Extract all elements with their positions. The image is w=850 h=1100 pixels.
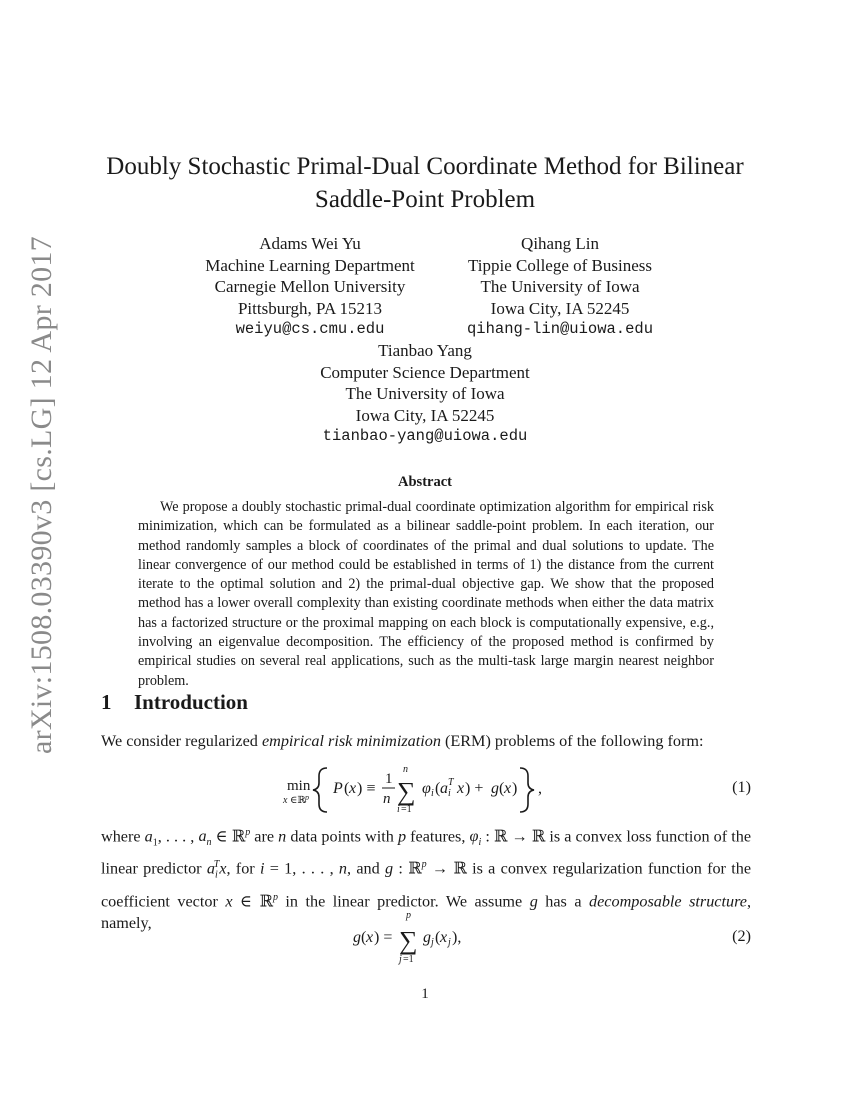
equation-1-number: (1) [732,778,751,796]
svg-text:j: j [399,954,402,965]
svg-text:,: , [538,780,542,797]
svg-text:∑: ∑ [399,926,418,955]
equation-1 [101,760,751,820]
text: has a [537,892,590,911]
author-department: Computer Science Department [320,362,530,382]
svg-text:∑: ∑ [397,777,416,806]
svg-text:(: ( [499,780,505,797]
author-institution: The University of Iowa [345,384,505,403]
svg-text:=1: =1 [401,804,412,815]
author-institution: Carnegie Mellon University [214,277,406,296]
svg-text:): ) [512,780,518,797]
svg-text:min: min [287,778,311,794]
svg-text:1: 1 [385,771,393,787]
author-city: Iowa City, IA 52245 [355,405,495,425]
svg-text:x: x [440,929,448,946]
author-block-2 [430,233,690,341]
author-email: weiyu@cs.cmu.edu [235,320,385,338]
arxiv-identifier-stamp: arXiv:1508.03390v3 [cs.LG] 12 Apr 2017 [25,236,58,755]
page-number: 1 [421,986,429,1002]
equation-1-math [101,760,751,820]
text: where [101,827,145,846]
text: data points with [286,827,398,846]
svg-text:∈ℝ: ∈ℝ [290,795,306,806]
svg-text:) =: ) = [374,929,393,946]
svg-text:j: j [431,937,434,948]
svg-text:g: g [353,929,361,946]
svg-text:i: i [397,804,400,815]
equation-2 [101,905,751,967]
svg-text:(: ( [435,929,441,946]
svg-text:) ≡: ) ≡ [357,780,376,797]
author-block-1 [180,233,440,341]
svg-text:x: x [283,795,288,806]
svg-text:x: x [504,780,512,797]
author-email: qihang-lin@uiowa.edu [466,320,654,338]
svg-text:i: i [431,788,434,799]
intro-text: We consider regularized [101,732,262,750]
author-department: Machine Learning Department [205,255,415,275]
text: , for [226,859,260,878]
svg-text:) +: ) + [465,780,484,797]
svg-text:x: x [366,929,374,946]
svg-text:n: n [383,791,391,807]
text: features, [406,827,470,846]
title-line-1: Doubly Stochastic Primal-Dual Coordinate Method for Bilinear [106,153,744,180]
author-city: Pittsburgh, PA 15213 [237,298,383,318]
svg-text:(: ( [344,780,350,797]
section-title: Introduction [134,690,248,714]
title-line-2: Saddle-Point Problem [314,186,536,213]
where-paragraph: where $a_1$, . . . , $a_n$ ∈ ℝ$^p$ are n data points with p features, $\varphi_i$ : ℝ → ℝ is a convex loss function of the linear predictor $a_i^Tx$, for i = 1, . . . , n, and g : ℝ$^p$ → ℝ is a convex regularization function for the coefficient vector x ∈ ℝ$^p$ in the linear predictor. We assume g has a decomposable structure, namely, [101,827,752,932]
intro-emphasis: empirical risk minimization [261,732,441,750]
text: , namely, [101,892,752,932]
svg-text:n: n [403,764,408,775]
author-block-3 [295,340,555,448]
svg-text:(: ( [435,780,441,797]
svg-text:p: p [406,910,411,921]
intro-text: (ERM) problems of the following form: [440,732,704,750]
author-name: Tianbao Yang [378,341,472,360]
text: , and [347,859,385,878]
svg-text:x: x [349,780,357,797]
svg-text:i: i [448,788,451,799]
svg-text:x: x [457,780,465,797]
svg-text:T: T [448,777,454,788]
author-email: tianbao-yang@uiowa.edu [322,427,528,445]
author-institution: The University of Iowa [480,277,640,296]
equation-2-math [101,905,751,967]
svg-text:g: g [423,929,431,946]
abstract-heading: Abstract [398,474,452,490]
author-name: Qihang Lin [521,234,599,253]
svg-text:p: p [305,793,309,802]
svg-text:(: ( [361,929,367,946]
svg-text:P: P [333,780,343,797]
equation-2-number: (2) [732,927,751,945]
author-name: Adams Wei Yu [259,234,361,253]
abstract-body: We propose a doubly stochastic primal-dual coordinate optimization algorithm for empirical risk minimization, which can be formulated as a bilinear saddle-point problem. In each iteration, our method randomly samples a block of coordinates of the primal and dual solutions to update. The linear convergence of our method could be established in terms of 1) the distance from the current iterate to the optimal solution and 2) the primal-dual objective gap. We show that the proposed method has a lower overall complexity than existing coordinate methods when either the data matrix has a factorized structure or the proximal mapping on each block is computationally expensive, e.g., involving an eigenvalue decomposition. The efficiency of the proposed method is confirmed by empirical studies on several real applications, such as the multi-task large margin nearest neighbor problem. [138,499,714,689]
text: is a convex regularization function for the coefficient vector [101,859,751,911]
svg-text:g: g [491,780,499,797]
emphasis: decomposable structure [589,892,747,911]
svg-text:φ: φ [422,780,431,797]
text: in the linear predictor. We assume [277,892,530,911]
intro-paragraph [101,731,751,753]
text: are [250,827,279,846]
text: is a convex loss function of the linear predictor [101,827,752,878]
author-department: Tippie College of Business [467,255,653,275]
svg-text:=1: =1 [403,954,414,965]
author-city: Iowa City, IA 52245 [490,298,630,318]
svg-text:a: a [440,780,448,797]
svg-text:j: j [448,937,451,948]
section-heading [101,690,248,715]
paper-title [100,150,750,216]
section-number: 1 [101,690,112,714]
svg-text:),: ), [452,929,462,946]
